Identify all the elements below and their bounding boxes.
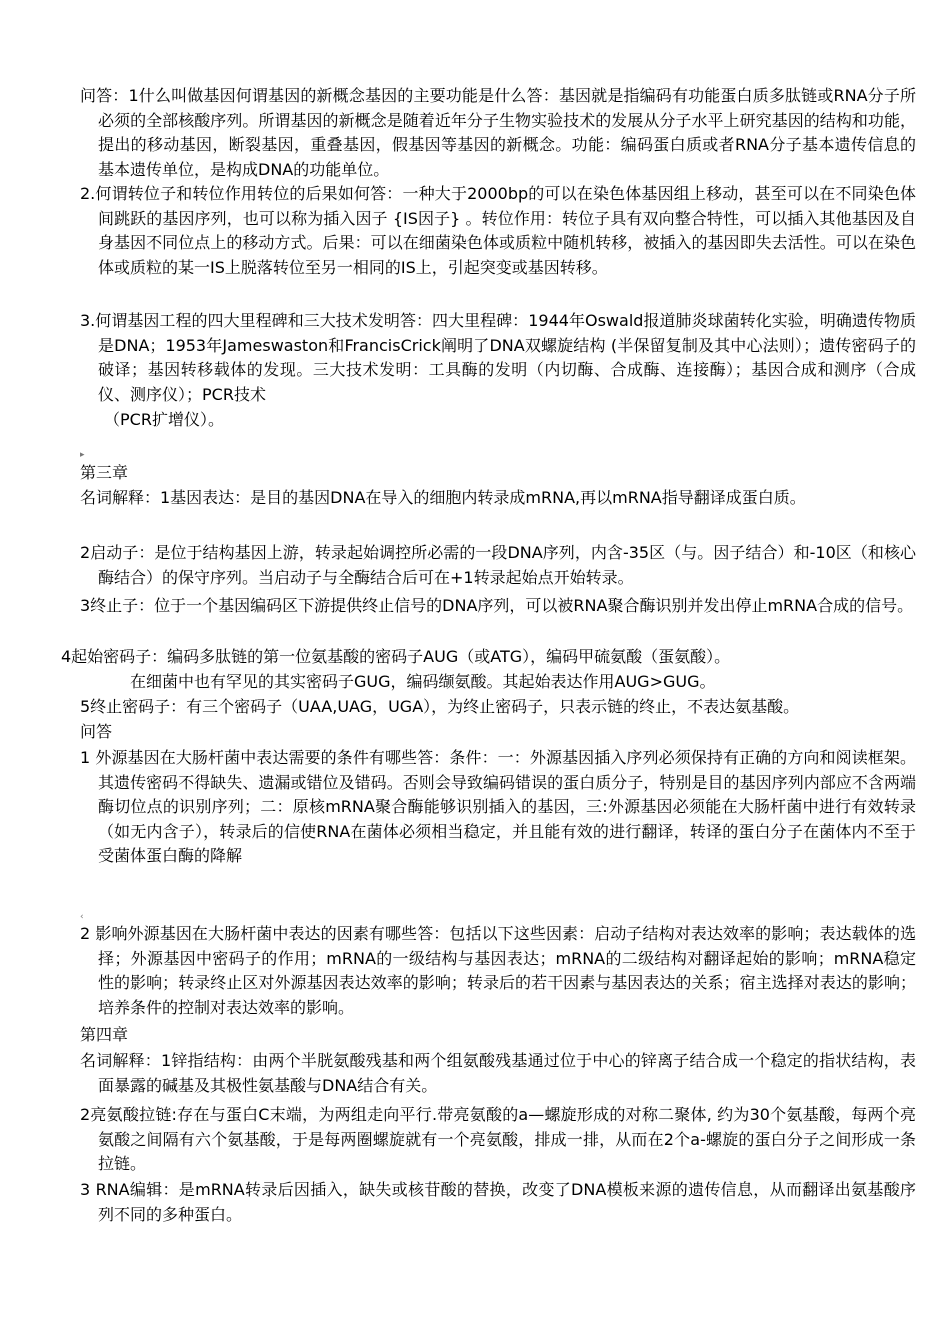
ch3-term-1: 名词解释：1基因表达：是目的基因DNA在导入的细胞内转录成mRNA,再以mRNA指导翻译成蛋白质。 [80, 488, 806, 507]
qa-item-3-tail: （PCR扩增仪）。 [104, 410, 224, 429]
ch3-term-5: 5终止密码子：有三个密码子（UAA,UAG，UGA），为终止密码子，只表示链的终止，不表达氨基酸。 [80, 697, 800, 716]
list-marker: ▸ [80, 450, 85, 460]
qa-item-2: 2.何谓转位子和转位作用转位的后果如何答：一种大于2000bp的可以在染色体基因组上移动，甚至可以在不同染色体间跳跃的基因序列，也可以称为插入因子 {IS因子} 。转位作用：转位子具有双向整合特性，可以插入其他基因及自身基因不同位点上的移动方式。后果：可以在细菌染色体或质粒中随机转移，被插入的基因即失去活性。可以在染色体或质粒的某一IS上脱落转位至另一相同的IS上，引起突变或基因转移。 [80, 184, 916, 277]
qa-heading: 问答 [80, 722, 113, 741]
ch3-question-1: 1 外源基因在大肠杆菌中表达需要的条件有哪些答：条件：一：外源基因插入序列必须保持有正确的方向和阅读框架。其遗传密码不得缺失、遗漏或错位及错码。否则会导致编码错误的蛋白质分子，特别是目的基因序列内部应不含两端酶切位点的识别序列；二：原核mRNA聚合酶能够识别插入的基因，三:外源基因必须能在大肠杆菌中进行有效转录（如无内含子），转录后的信使RNA在菌体必须相当稳定，并且能有效的进行翻译，转译的蛋白分子在菌体内不至于受菌体蛋白酶的降解 [80, 748, 916, 866]
ch4-term-3: 3 RNA编辑：是mRNA转录后因插入，缺失或核苷酸的替换，改变了DNA模板来源的遗传信息，从而翻译出氨基酸序列不同的多种蛋白。 [80, 1180, 916, 1224]
ch4-term-2: 2亮氨酸拉链:存在与蛋白C末端，为两组走向平行.带亮氨酸的a—螺旋形成的对称二聚体, 约为30个氨基酸，每两个亮氨酸之间隔有六个氨基酸，于是每两圈螺旋就有一个亮氨酸，排成一排，从而在2个a-螺旋的蛋白分子之间形成一条拉链。 [80, 1105, 916, 1174]
ch3-term-3: 3终止子：位于一个基因编码区下游提供终止信号的DNA序列，可以被RNA聚合酶识别并发出停止mRNA合成的信号。 [80, 596, 914, 615]
chapter-3-heading: 第三章 [80, 463, 129, 482]
qa-item-3: 3.何谓基因工程的四大里程碑和三大技术发明答：四大里程碑：1944年Oswald报道肺炎球菌转化实验，明确遗传物质是DNA；1953年Jameswaston和FrancisCrick阐明了DNA双螺旋结构 (半保留复制及其中心法则）；遗传密码子的破译；基因转移载体的发现。三大技术发明：工具酶的发明（内切酶、合成酶、连接酶）；基因合成和测序（合成仪、测序仪）；PCR技术 [80, 311, 916, 404]
chapter-4-heading: 第四章 [80, 1025, 129, 1044]
ch4-term-1: 名词解释：1锌指结构：由两个半胱氨酸残基和两个组氨酸残基通过位于中心的锌离子结合成一个稳定的指状结构，表面暴露的碱基及其极性氨基酸与DNA结合有关。 [80, 1051, 916, 1095]
ch3-question-2: 2 影响外源基因在大肠杆菌中表达的因素有哪些答：包括以下这些因素：启动子结构对表达效率的影响；表达载体的选择；外源基因中密码子的作用；mRNA的一级结构与基因表达；mRNA的二级结构对翻译起始的影响；mRNA稳定性的影响；转录终止区对外源基因表达效率的影响；转录后的若干因素与基因表达的关系；宿主选择对表达的影响；培养条件的控制对表达效率的影响。 [80, 924, 916, 1017]
ch3-term-4-cont: 在细菌中也有罕见的其实密码子GUG，编码缬氨酸。其起始表达作用AUG>GUG。 [130, 672, 716, 691]
list-marker: ‹ [80, 912, 84, 922]
ch3-term-4: 4起始密码子：编码多肽链的第一位氨基酸的密码子AUG（或ATG），编码甲硫氨酸（蛋氨酸）。 [61, 647, 731, 666]
ch3-term-2: 2启动子：是位于结构基因上游，转录起始调控所必需的一段DNA序列，内含-35区（与。因子结合）和-10区（和核心酶结合）的保守序列。当启动子与全酶结合后可在+1转录起始点开始转录。 [80, 543, 916, 587]
qa-item-1: 问答：1什么叫做基因何谓基因的新概念基因的主要功能是什么答：基因就是指编码有功能蛋白质多肽链或RNA分子所必须的全部核酸序列。所谓基因的新概念是随着近年分子生物实验技术的发展从分子水平上研究基因的结构和功能，提出的移动基因，断裂基因，重叠基因，假基因等基因的新概念。功能：编码蛋白质或者RNA分子基本遗传信息的基本遗传单位，是构成DNA的功能单位。 [80, 86, 916, 179]
